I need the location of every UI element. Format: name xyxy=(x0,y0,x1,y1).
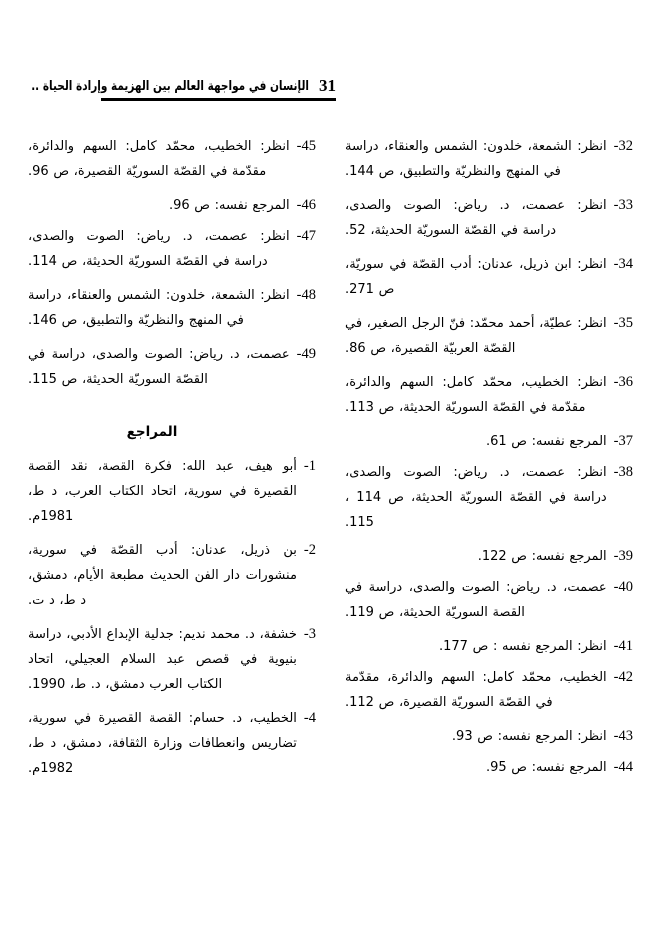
endnote-number: -39 xyxy=(613,548,633,564)
endnote-text: المرجع نفسه: ص 96. xyxy=(168,198,290,213)
references-heading: المراجع xyxy=(126,424,178,440)
endnote-entry xyxy=(345,311,633,361)
header-row xyxy=(31,74,336,95)
endnote-text: انظر: الشمعة، خلدون: الشمس والعنقاء، دراسة في المنهج والنظريّة والتطبيق، ص 146. xyxy=(28,288,290,328)
endnote-entry xyxy=(345,665,633,715)
endnote-text: انظر: ابن ذريل، عدنان: أدب القصّة في سوريّة، ص 271. xyxy=(345,257,607,297)
endnote-text: المرجع نفسه: ص 122. xyxy=(477,549,607,564)
endnote-number: -36 xyxy=(613,374,633,390)
endnote-number: -34 xyxy=(613,256,633,272)
reference-entry xyxy=(28,622,316,697)
endnote-number: -42 xyxy=(613,669,633,685)
header-rule xyxy=(101,98,336,101)
endnote-text: انظر: المرجع نفسه: ص 93. xyxy=(451,729,607,744)
reference-text: خشفة، د. محمد نديم: جدلية الإبداع الأدبي، دراسة بنيوية في قصص عبد السلام العجيلي، اتحاد الكتاب العرب دمشق، د. ط، 1990. xyxy=(28,627,297,692)
reference-number: -4 xyxy=(303,710,316,726)
endnote-text: انظر: الشمعة، خلدون: الشمس والعنقاء، دراسة في المنهج والنظريّة والتطبيق، ص 144. xyxy=(345,139,607,179)
endnote-text: المرجع نفسه: ص 95. xyxy=(485,760,607,775)
reference-number: -1 xyxy=(303,458,316,474)
left-column xyxy=(28,134,316,834)
endnote-entry xyxy=(345,134,633,184)
endnote-number: -43 xyxy=(613,728,633,744)
page-header xyxy=(31,74,336,104)
endnote-text: عصمت، د. رياض: الصوت والصدى، دراسة في القصة السوريّة الحديثة، ص 119. xyxy=(345,580,607,620)
endnote-entry xyxy=(345,544,633,569)
reference-text: بن ذريل، عدنان: أدب القصّة في سورية، منشورات دار الفن الحديث مطبعة الأيام، دمشق، د ط، د ت. xyxy=(28,543,297,608)
endnote-number: -48 xyxy=(296,287,316,303)
endnote-entry xyxy=(28,283,316,333)
endnote-entry xyxy=(345,634,633,659)
endnote-number: -45 xyxy=(296,138,316,154)
endnote-number: -47 xyxy=(296,228,316,244)
endnote-entry xyxy=(345,252,633,302)
reference-number: -2 xyxy=(303,542,316,558)
endnote-text: انظر: المرجع نفسه : ص 177. xyxy=(439,639,607,654)
endnote-text: المرجع نفسه: ص 61. xyxy=(485,434,607,449)
endnote-entry xyxy=(345,724,633,749)
endnote-text: انظر: عصمت، د. رياض: الصوت والصدى، دراسة في القصّة السوريّة الحديثة، 52. xyxy=(345,198,607,238)
reference-number: -3 xyxy=(303,626,316,642)
reference-entry xyxy=(28,538,316,613)
endnote-number: -41 xyxy=(613,638,633,654)
endnote-text: الخطيب، محمّد كامل: السهم والدائرة، مقدّمة في القصّة السوريّة القصيرة، ص 112. xyxy=(345,670,607,710)
reference-text: الخطيب، د. حسام: القصة القصيرة في سورية، تضاريس وانعطافات وزارة الثقافة، دمشق، د ط، 1982م. xyxy=(28,711,297,776)
endnote-text: انظر: الخطيب، محمّد كامل: السهم والدائرة، مقدّمة في القصّة السوريّة القصيرة، ص 96. xyxy=(28,139,290,179)
endnote-text: انظر: عصمت، د. رياض: الصوت والصدى، دراسة في القصّة السوريّة الحديثة، ص 114 ، 115. xyxy=(345,465,607,530)
endnote-text: انظر: عطيّة، أحمد محمّد: فنّ الرجل الصغير، في القصّة العربيّة القصيرة، ص 86. xyxy=(345,316,607,356)
reference-entry xyxy=(28,706,316,781)
endnote-number: -33 xyxy=(613,197,633,213)
endnote-entry xyxy=(345,370,633,420)
endnote-entry xyxy=(345,460,633,535)
endnote-entry xyxy=(345,193,633,243)
column-container xyxy=(28,134,633,834)
endnote-entry xyxy=(28,342,316,392)
endnote-number: -32 xyxy=(613,138,633,154)
endnote-text: انظر: الخطيب، محمّد كامل: السهم والدائرة، مقدّمة في القصّة السوريّة الحديثة، ص 113. xyxy=(345,375,607,415)
endnote-number: -37 xyxy=(613,433,633,449)
right-column xyxy=(345,134,633,834)
endnote-entry xyxy=(345,755,633,780)
endnote-number: -40 xyxy=(613,579,633,595)
endnote-number: -46 xyxy=(296,197,316,213)
endnote-entry xyxy=(28,224,316,274)
endnote-entry xyxy=(28,134,316,184)
endnote-number: -44 xyxy=(613,759,633,775)
endnote-entry xyxy=(345,575,633,625)
reference-text: أبو هيف، عبد الله: فكرة القصة، نقد القصة القصيرة في سورية، اتحاد الكتاب العرب، د ط، 1981م. xyxy=(28,459,297,524)
endnote-entry xyxy=(28,193,316,218)
endnote-entry xyxy=(345,429,633,454)
endnote-text: عصمت، د. رياض: الصوت والصدى، دراسة في القصّة السوريّة الحديثة، ص 115. xyxy=(28,347,290,387)
endnote-number: -49 xyxy=(296,346,316,362)
endnote-number: -38 xyxy=(613,464,633,480)
page-number: 31 xyxy=(319,76,336,95)
endnote-number: -35 xyxy=(613,315,633,331)
endnote-text: انظر: عصمت، د. رياض: الصوت والصدى، دراسة في القصّة السوريّة الحديثة، ص 114. xyxy=(28,229,290,269)
running-head-title: الإنسان في مواجهة العالم بين الهزيمة وإرادة الحياة .. xyxy=(31,78,309,94)
reference-entry xyxy=(28,454,316,529)
